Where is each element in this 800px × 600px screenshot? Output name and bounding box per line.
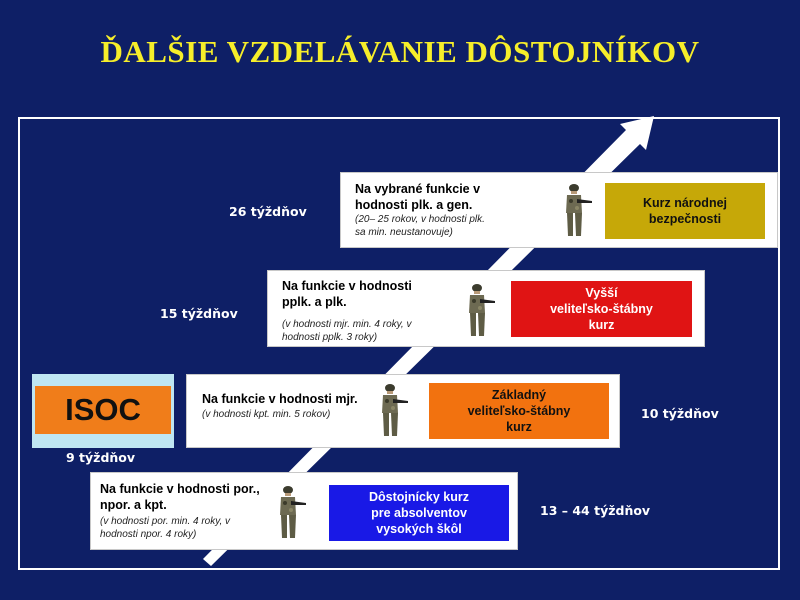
level-card-1 [90,472,518,550]
level-3-requirements: (v hodnosti mjr. min. 4 roky, v hodnosti pplk. 3 roky) [282,319,412,343]
level-card-4 [340,172,778,248]
page-title: ĎALŠIE VZDELÁVANIE DÔSTOJNÍKOV [100,34,700,69]
course-3-box: Vyšší veliteľsko-štábny kurz [511,281,692,337]
level-4-duration: 26 týždňov [229,204,307,219]
course-1-box: Dôstojnícky kurz pre absolventov vysokých škôl [329,485,509,541]
level-1-main: Na funkcie v hodnosti por., npor. a kpt. [100,482,260,512]
soldier-icon [466,283,496,339]
isoc-label: ISOC [35,386,171,434]
level-card-2 [186,374,620,448]
level-3-main: Na funkcie v hodnosti pplk. a plk. [282,279,412,309]
course-4-box: Kurz národnej bezpečnosti [605,183,765,239]
isoc-box [32,374,174,448]
level-1-requirements: (v hodnosti por. min. 4 roky, v hodnosti npor. 4 roky) [100,516,231,540]
level-4-requirements: (20– 25 rokov, v hodnosti plk. sa min. neustanovuje) [355,214,485,238]
level-card-3 [267,270,705,347]
course-2-box: Základný veliteľsko-štábny kurz [429,383,609,439]
level-2-requirements: (v hodnosti kpt. min. 5 rokov) [202,409,331,420]
level-4-main: Na vybrané funkcie v hodnosti plk. a gen. [355,182,481,212]
soldier-icon [563,183,593,239]
soldier-icon [379,383,409,439]
isoc-duration: 9 týždňov [66,450,136,465]
level-1-duration: 13 – 44 týždňov [540,503,651,518]
level-2-duration: 10 týždňov [641,406,719,421]
soldier-icon [277,485,307,541]
level-2-main: Na funkcie v hodnosti mjr. [202,392,358,406]
level-3-duration: 15 týždňov [160,306,238,321]
